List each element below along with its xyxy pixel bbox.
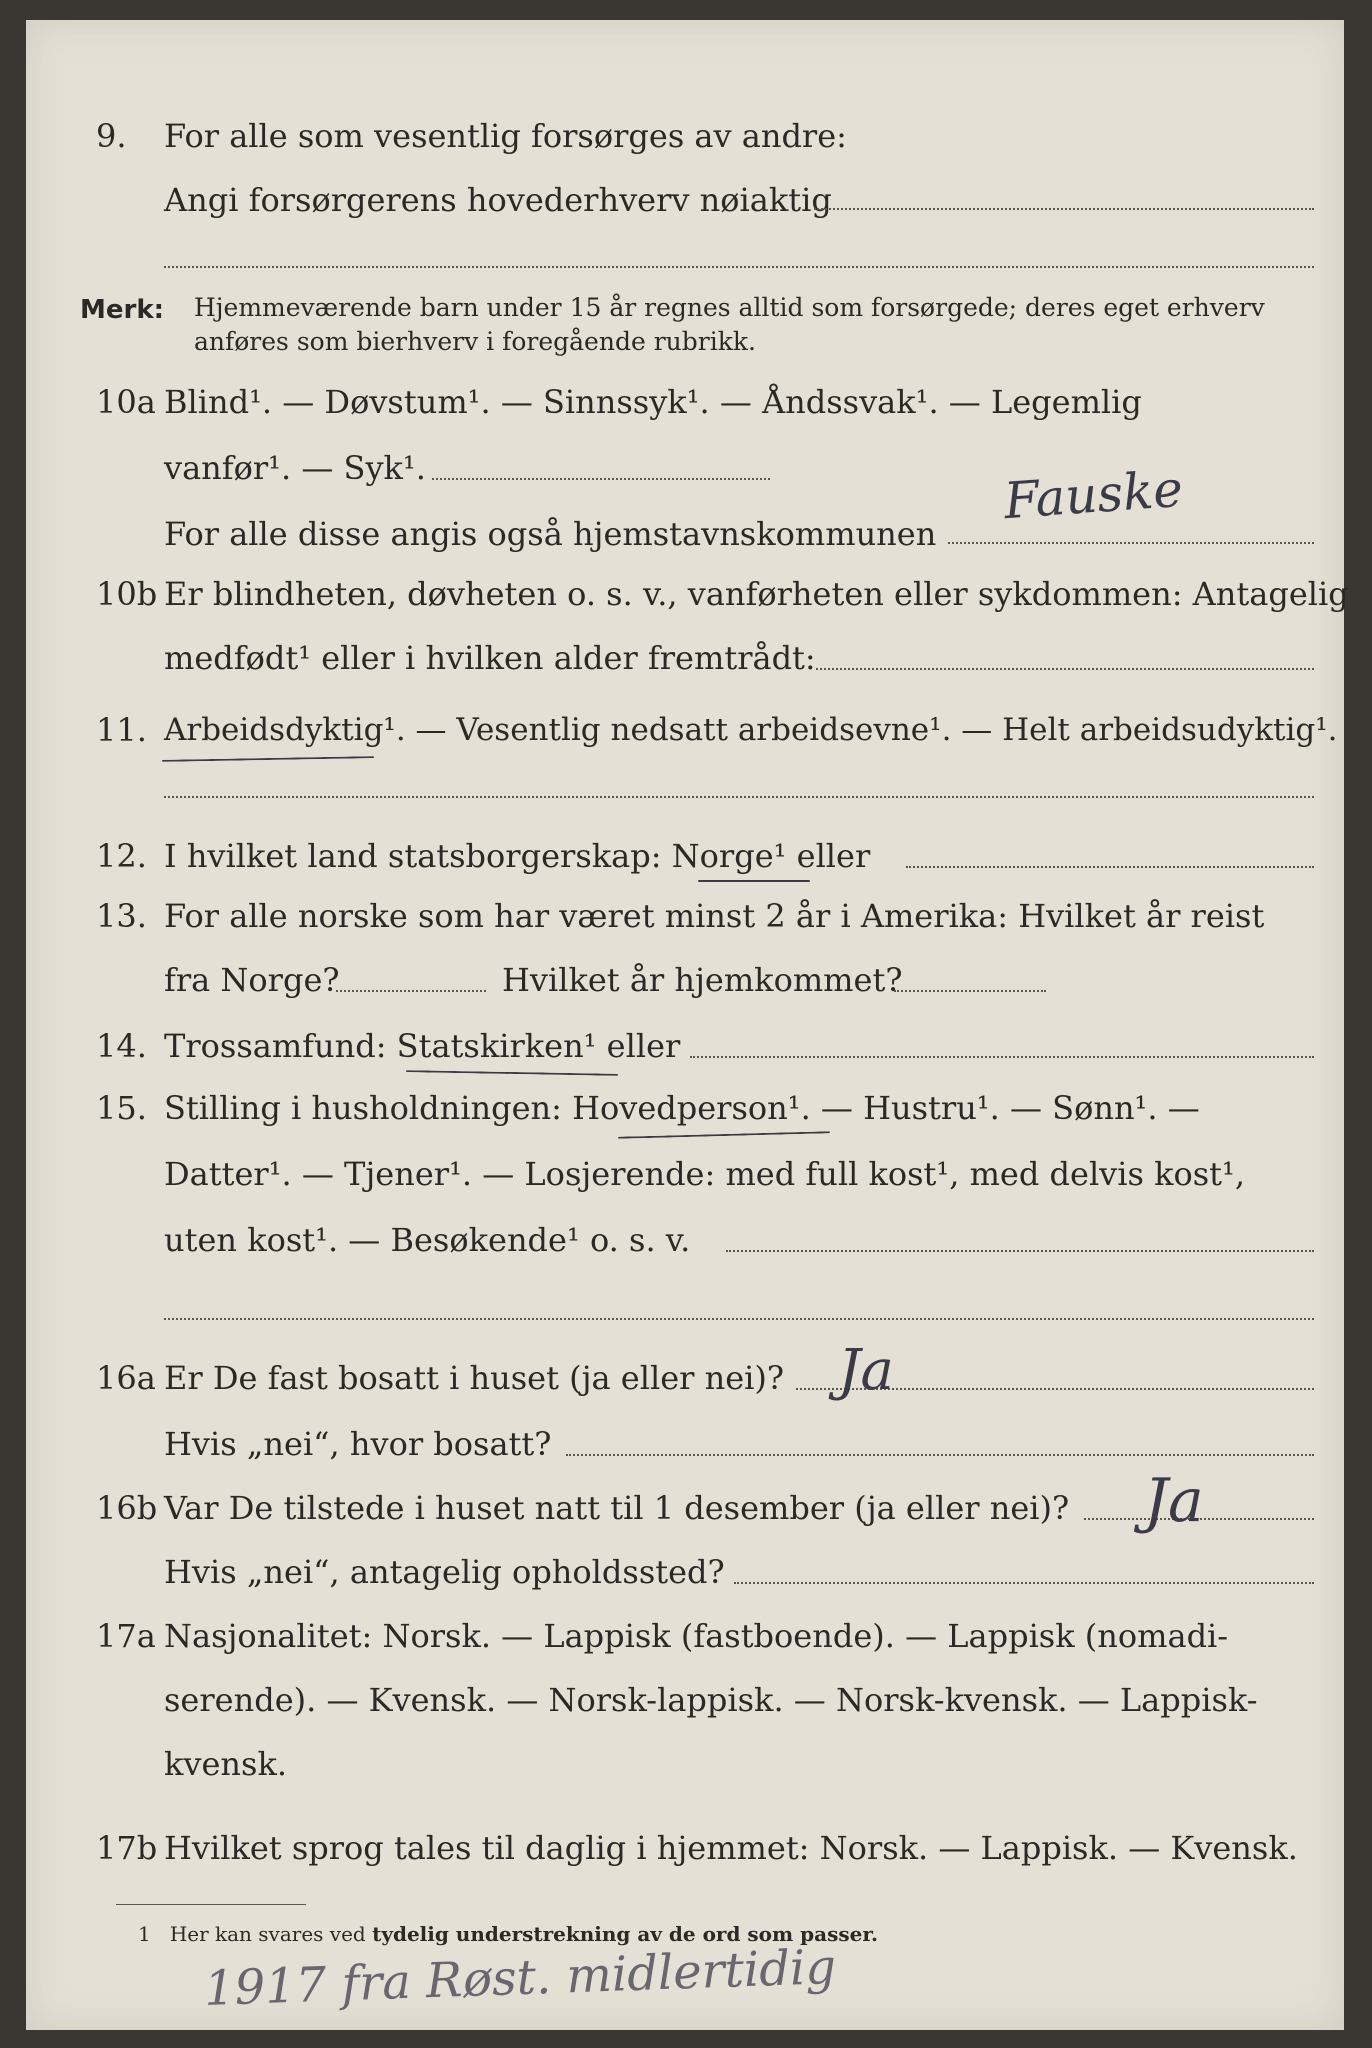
merk-line2: anføres som bierhverv i foregående rubrikk. (194, 327, 756, 356)
q12-answer-line[interactable] (906, 866, 1314, 868)
q13-line2a: fra Norge? (164, 961, 340, 999)
q10b-line1: Er blindheten, døvheten o. s. v., vanførheten eller sykdommen: Antagelig (164, 575, 1349, 613)
q15-answer-line-2[interactable] (164, 1318, 1314, 1320)
q15-answer-line[interactable] (726, 1250, 1314, 1252)
q17a-line3: kvensk. (164, 1745, 287, 1783)
handwritten-note: 1917 fra Røst. midlertidig (203, 1938, 837, 2018)
q10a-line1: Blind¹. — Døvstum¹. — Sinnssyk¹. — Åndssvak¹. — Legemlig (164, 383, 1142, 421)
q14-number: 14. (96, 1027, 147, 1065)
census-form-page (26, 20, 1349, 2030)
q10a-answer-line[interactable] (948, 542, 1314, 544)
q16a-line1: Er De fast bosatt i huset (ja eller nei)? (164, 1359, 785, 1397)
q16a-number: 16a (96, 1359, 156, 1397)
q10a-line2: vanfør¹. — Syk¹. (164, 449, 426, 487)
q16b-number: 16b (96, 1489, 158, 1527)
merk-label: Merk: (80, 295, 165, 325)
q16b-opholdssted-answer-line[interactable] (734, 1582, 1314, 1584)
q17a-line2: serende). — Kvensk. — Norsk-lappisk. — Norsk-kvensk. — Lappisk- (164, 1681, 1258, 1719)
q12-number: 12. (96, 837, 147, 875)
q9-answer-line-2[interactable] (164, 266, 1314, 268)
q10a-syk-answer-line[interactable] (432, 478, 770, 480)
q16a-handwritten-answer: Ja (838, 1338, 894, 1403)
footnote-mark: 1 (138, 1922, 151, 1946)
q9-line1: For alle som vesentlig forsørges av andre: (164, 117, 847, 155)
q11-answer-line[interactable] (164, 796, 1314, 798)
q14-underline-mark (406, 1070, 618, 1076)
q16b-line2: Hvis „nei“, antagelig opholdssted? (164, 1553, 725, 1591)
q15-number: 15. (96, 1089, 147, 1127)
q13-hjemkommet-answer-line[interactable] (894, 990, 1046, 992)
footnote-divider (116, 1904, 306, 1905)
q9-answer-line[interactable] (814, 208, 1314, 210)
q17b-number: 17b (96, 1829, 158, 1867)
q9-line2: Angi forsørgerens hovederhverv nøiaktig (164, 181, 832, 219)
q17a-line1: Nasjonalitet: Norsk. — Lappisk (fastboende). — Lappisk (nomadi- (164, 1617, 1229, 1655)
q16a-bosatt-answer-line[interactable] (566, 1454, 1314, 1456)
q10a-number: 10a (96, 383, 156, 421)
q10a-line3: For alle disse angis også hjemstavnskommunen (164, 515, 937, 553)
q14-answer-line[interactable] (690, 1056, 1314, 1058)
q11-line1: Arbeidsdyktig¹. — Vesentlig nedsatt arbeidsevne¹. — Helt arbeidsudyktig¹. (164, 712, 1338, 748)
q15-line2: Datter¹. — Tjener¹. — Losjerende: med full kost¹, med delvis kost¹, (164, 1155, 1246, 1193)
merk-line1: Hjemmeværende barn under 15 år regnes alltid som forsørgede; deres eget erhverv (194, 293, 1265, 322)
q15-line1: Stilling i husholdningen: Hovedperson¹. — Hustru¹. — Sønn¹. — (164, 1089, 1200, 1127)
footnote-text-plain: Her kan svares ved (169, 1922, 373, 1946)
q13-reist-answer-line[interactable] (336, 990, 486, 992)
q16a-line2: Hvis „nei“, hvor bosatt? (164, 1425, 552, 1463)
q13-number: 13. (96, 897, 147, 935)
q17b-line1: Hvilket sprog tales til daglig i hjemmet: Norsk. — Lappisk. — Kvensk. (164, 1829, 1298, 1867)
q15-underline-mark (618, 1131, 830, 1139)
q14-line1: Trossamfund: Statskirken¹ eller (164, 1027, 681, 1065)
q13-line2b: Hvilket år hjemkommet? (502, 961, 903, 999)
q10a-handwritten-answer: Fauske (1002, 459, 1185, 531)
q12-underline-mark (698, 880, 810, 882)
q15-line3: uten kost¹. — Besøkende¹ o. s. v. (164, 1221, 691, 1259)
q9-number: 9. (96, 117, 127, 155)
q12-line1: I hvilket land statsborgerskap: Norge¹ eller (164, 837, 871, 875)
footnote-text-bold: tydelig understrekning av de ord som passer. (372, 1922, 878, 1946)
q10b-number: 10b (96, 575, 158, 613)
q16b-handwritten-answer: Ja (1144, 1466, 1204, 1536)
q13-line1: For alle norske som har været minst 2 år i Amerika: Hvilket år reist (164, 897, 1265, 935)
q10b-line2: medfødt¹ eller i hvilken alder fremtrådt: (164, 639, 816, 677)
q10b-answer-line[interactable] (816, 668, 1314, 670)
q16b-line1: Var De tilstede i huset natt til 1 desember (ja eller nei)? (164, 1489, 1070, 1527)
q11-underline-mark (162, 756, 374, 762)
q11-number: 11. (96, 711, 147, 749)
q17a-number: 17a (96, 1617, 156, 1655)
